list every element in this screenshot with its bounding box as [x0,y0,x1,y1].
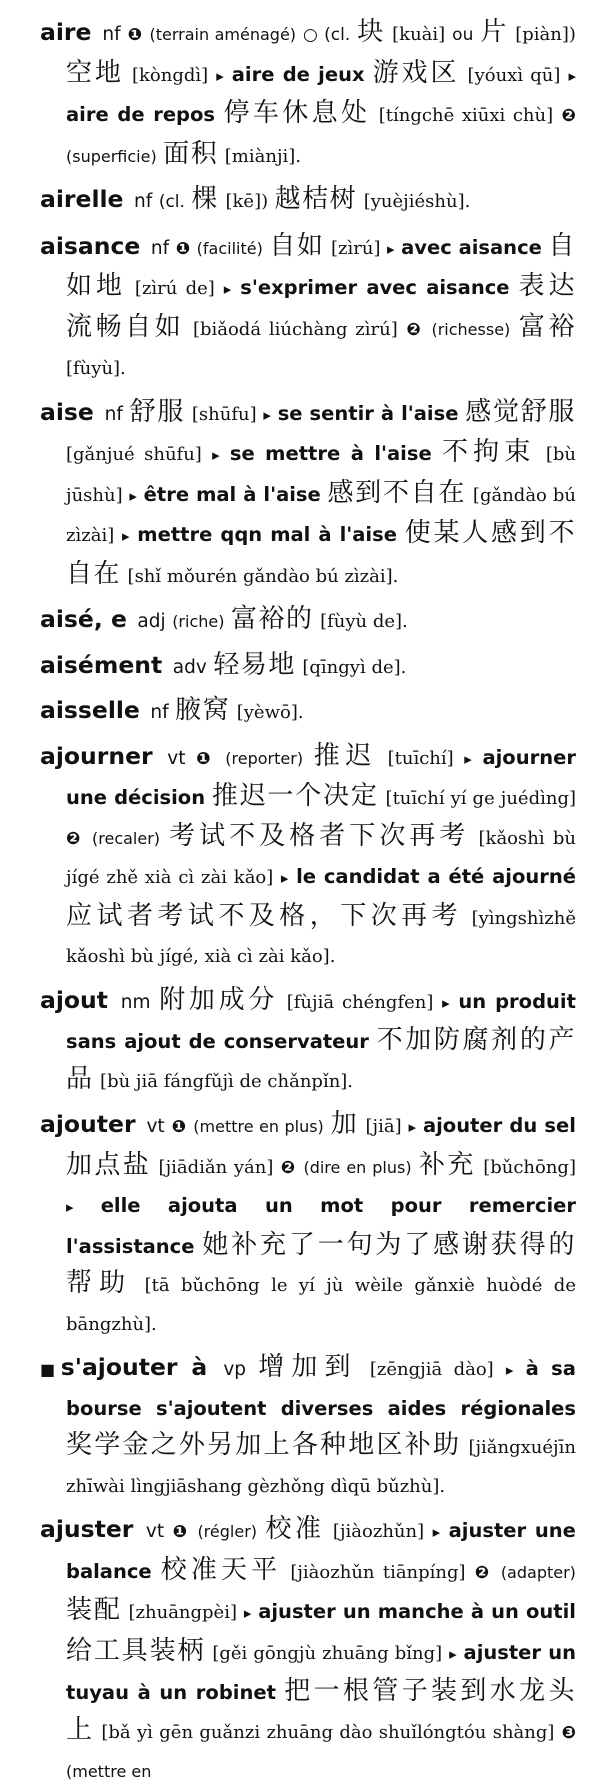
sense-number: ❷ [66,828,83,849]
part-of-speech: nf [102,24,121,45]
example-arrow-icon: ▸ [432,1523,441,1541]
chinese-translation: 棵 [191,184,219,214]
example-phrase: être mal à l'aise [143,482,321,506]
headword: ajuster [40,1515,134,1543]
sense-number: ❶ [127,25,143,45]
example-phrase: se mettre à l'aise [229,442,432,465]
pinyin: [kuài] [392,24,446,45]
example-arrow-icon: ▸ [66,1198,74,1216]
pinyin: [jiàozhǔn] [332,1521,425,1542]
pinyin: [shūfu] [191,403,257,425]
chinese-translation: 校准 [265,1514,325,1544]
sense-number: ❶ [172,1522,189,1542]
sense-gloss: (recaler) [92,828,161,848]
chinese-translation: 表达流畅自如 [66,271,576,342]
chinese-translation: 感到不自在 [327,477,467,508]
chinese-translation: 游戏区 [372,57,460,88]
sense-number: ❸ [561,1722,576,1743]
example-arrow-icon: ▸ [212,446,220,464]
example-arrow-icon: ▸ [263,405,271,424]
dictionary-entry [40,14,576,175]
headword: aisé, e [40,605,127,633]
pinyin: [zhuāngpèi] [128,1602,237,1623]
dictionary-entry [40,394,576,596]
pinyin: [piàn]) [515,24,576,45]
chinese-translation: 她补充了一句为了感谢获得的帮助 [66,1229,576,1298]
chinese-translation: 加 [330,1109,359,1139]
example-arrow-icon: ▸ [505,1361,514,1379]
pinyin: [biǎodá liúchàng zìrú] [192,318,398,340]
part-of-speech: nf [150,237,170,259]
chinese-translation: 轻易地 [213,649,296,680]
chinese-translation: 片 [480,17,509,47]
sense-number: ❷ [474,1562,492,1583]
pinyin: [tíngchē xiūxi chù] [378,105,554,126]
pinyin: [bǔchōng] [483,1156,576,1178]
headword: ajouter [40,1110,136,1138]
chinese-translation: 把一根管子装到水龙头上 [66,1676,576,1745]
sense-gloss: (terrain aménagé) [149,25,297,44]
example-phrase: elle ajouta un mot pour remercier l'assistance [66,1194,576,1258]
example-phrase: ajuster une balance [66,1519,576,1583]
dictionary-entry [40,647,576,687]
sense-number: ❶ [171,1117,187,1137]
example-arrow-icon: ▸ [122,527,130,545]
sense-gloss: (richesse) [431,319,511,339]
pinyin: [fùyù]. [66,358,126,379]
dictionary-entry [40,692,576,732]
note-text: ou [452,25,474,45]
chinese-translation: 不加防腐剂的产品 [66,1025,576,1094]
chinese-translation: 考试不及格者下次再考 [169,820,470,851]
chinese-translation: 富裕的 [231,604,314,634]
example-arrow-icon: ▸ [129,486,137,505]
chinese-translation: 停车休息处 [223,98,371,128]
example-arrow-icon: ▸ [408,1118,417,1136]
pinyin: [yèwō]. [236,702,304,723]
sense-gloss: (mettre en [66,1762,152,1781]
chinese-translation: 面积 [163,138,219,169]
pinyin: [bù jiā fángfǔjì de chǎnpǐn]. [100,1070,354,1092]
chinese-translation: 富裕 [518,311,576,342]
pinyin: [jiā] [365,1116,402,1137]
sense-number: ❷ [406,319,423,340]
example-phrase: avec aisance [401,235,542,259]
pinyin: [bù jūshù] [66,444,576,506]
pinyin: [yuèjiéshù]. [363,191,471,212]
chinese-translation: 加点盐 [66,1149,152,1180]
dictionary-entry [40,738,576,976]
chinese-translation: 推迟一个决定 [211,781,379,811]
dictionary-entry [40,1349,576,1505]
example-phrase: ajourner une décision [66,745,576,809]
part-of-speech: vt [146,1116,165,1137]
headword: aisselle [40,696,140,724]
pinyin: [zēngjiā dào] [369,1359,494,1380]
example-phrase: mettre qqn mal à l'aise [137,523,397,546]
example-phrase: se sentir à l'aise [277,401,459,425]
part-of-speech: nf [104,403,123,425]
headword: aisance [40,231,141,260]
chinese-translation: 增加到 [258,1352,358,1382]
sense-gloss: (superficie) [66,146,157,166]
chinese-translation: 补充 [419,1149,476,1180]
subentry-marker-icon: ■ [40,1360,61,1379]
sense-number: ❶ [196,748,215,769]
dictionary-entry [40,228,576,388]
chinese-translation: 不拘束 [441,437,536,467]
pinyin: [tuīchí yí ge juédìng] [385,788,576,809]
chinese-translation: 附加成分 [159,984,279,1015]
example-phrase: à sa bourse s'ajoutent diverses aides régionales [66,1357,576,1420]
dictionary-entry [40,1511,576,1791]
pinyin: [kòngdì] [132,64,209,86]
part-of-speech: nf [150,702,169,723]
example-arrow-icon: ▸ [568,66,576,85]
sense-gloss: (reporter) [225,748,304,768]
example-phrase: ajuster un manche à un outil [258,1600,576,1623]
dictionary-entry [40,181,576,222]
example-arrow-icon: ▸ [280,869,289,887]
example-phrase: aire de repos [66,103,216,126]
part-of-speech: adj [137,611,166,632]
pinyin: [miànji]. [224,145,302,167]
note-text: ○ (cl. [303,25,351,45]
pinyin: [gǎndào bú zìzài] [66,484,576,546]
part-of-speech: adv [172,656,207,678]
pinyin: [tuīchí] [387,747,454,769]
headword: airelle [40,185,124,213]
chinese-translation: 空地 [66,57,124,88]
chinese-translation: 自如 [269,230,325,261]
headword: aisément [40,650,163,679]
chinese-translation: 给工具装柄 [66,1635,206,1666]
example-arrow-icon: ▸ [442,993,450,1012]
chinese-translation: 块 [357,17,386,47]
chinese-translation: 腋窝 [175,695,231,725]
chinese-translation: 感觉舒服 [465,396,576,427]
headword: ajout [40,985,109,1014]
sense-number: ❶ [175,238,191,259]
pinyin: [kǎoshì bù jígé zhě xià cì zài kǎo] [66,827,576,888]
example-arrow-icon: ▸ [449,1644,457,1663]
pinyin: [jiǎngxuéjīn zhīwài lìngjiāshang gèzhǒng dìqū bǔzhù]. [66,1437,576,1497]
example-phrase: un produit sans ajout de conservateur [66,989,576,1053]
dictionary-entry [40,1106,576,1343]
part-of-speech: nf [134,191,153,212]
pinyin: [shǐ mǒurén gǎndào bú zìzài]. [127,565,399,587]
example-phrase: le candidat a été ajourné [296,865,576,888]
headword: aise [40,397,94,426]
example-arrow-icon: ▸ [243,1604,252,1622]
chinese-translation: 舒服 [129,396,186,427]
headword: ajourner [40,741,153,770]
example-arrow-icon: ▸ [387,239,395,258]
dictionary-entry [40,982,576,1101]
part-of-speech: vt [145,1521,165,1542]
pinyin: [yìngshìzhě kǎoshì bù jígé, xià cì zài kǎo]. [66,907,576,967]
part-of-speech: vt [167,747,186,769]
chinese-translation: 自如地 [66,230,576,301]
pinyin: [fùyù de]. [320,611,408,632]
sense-number: ❷ [561,106,576,126]
pinyin: [fùjiā chéngfen] [286,991,434,1013]
pinyin: [gěi gōngjù zhuāng bǐng] [212,1642,443,1664]
note-text: (cl. [158,192,185,212]
chinese-translation: 奖学金之外另加上各种地区补助 [66,1430,462,1460]
pinyin: [qīngyì de]. [302,656,407,678]
pinyin: [bǎ yì gēn guǎnzi zhuāng dào shuǐlóngtóu shàng] [101,1721,555,1743]
chinese-translation: 越桔树 [274,184,358,214]
chinese-translation: 使某人感到不自在 [66,518,576,589]
pinyin: [gǎnjué shūfu] [66,444,202,465]
pinyin: [kē]) [225,191,269,212]
part-of-speech: vp [223,1359,247,1380]
pinyin: [zìrú] [331,237,381,259]
sense-gloss: (adapter) [500,1562,576,1582]
sense-gloss: (riche) [172,612,225,631]
sense-number: ❷ [280,1157,297,1178]
sense-gloss: (dire en plus) [303,1157,412,1177]
example-phrase: aire de jeux [231,62,365,86]
headword: s'ajouter à [60,1353,208,1381]
sense-gloss: (facilité) [196,238,263,258]
chinese-translation: 装配 [66,1595,122,1625]
chinese-translation: 推迟 [313,740,377,771]
example-phrase: s'exprimer avec aisance [240,276,510,299]
example-arrow-icon: ▸ [216,66,224,85]
pinyin: [yóuxì qū] [467,64,561,86]
sense-gloss: (régler) [197,1522,258,1541]
pinyin: [zìrú de] [134,278,215,299]
pinyin: [jiādiǎn yán] [158,1156,274,1178]
example-arrow-icon: ▸ [464,749,472,768]
sense-gloss: (mettre en plus) [193,1117,324,1136]
pinyin: [tā bǔchōng le yí jù wèile gǎnxiè huòdé de bāngzhù]. [66,1275,576,1335]
dictionary-entry [40,601,576,641]
chinese-translation: 校准天平 [160,1554,282,1585]
example-phrase: ajuster un tuyau à un robinet [66,1640,576,1704]
example-arrow-icon: ▸ [223,280,232,298]
example-phrase: ajouter du sel [422,1114,576,1137]
part-of-speech: nm [120,991,151,1013]
headword: aire [40,18,92,46]
chinese-translation: 应试者考试不及格，下次再考 [66,900,463,931]
pinyin: [jiàozhǔn tiānpíng] [290,1561,466,1583]
